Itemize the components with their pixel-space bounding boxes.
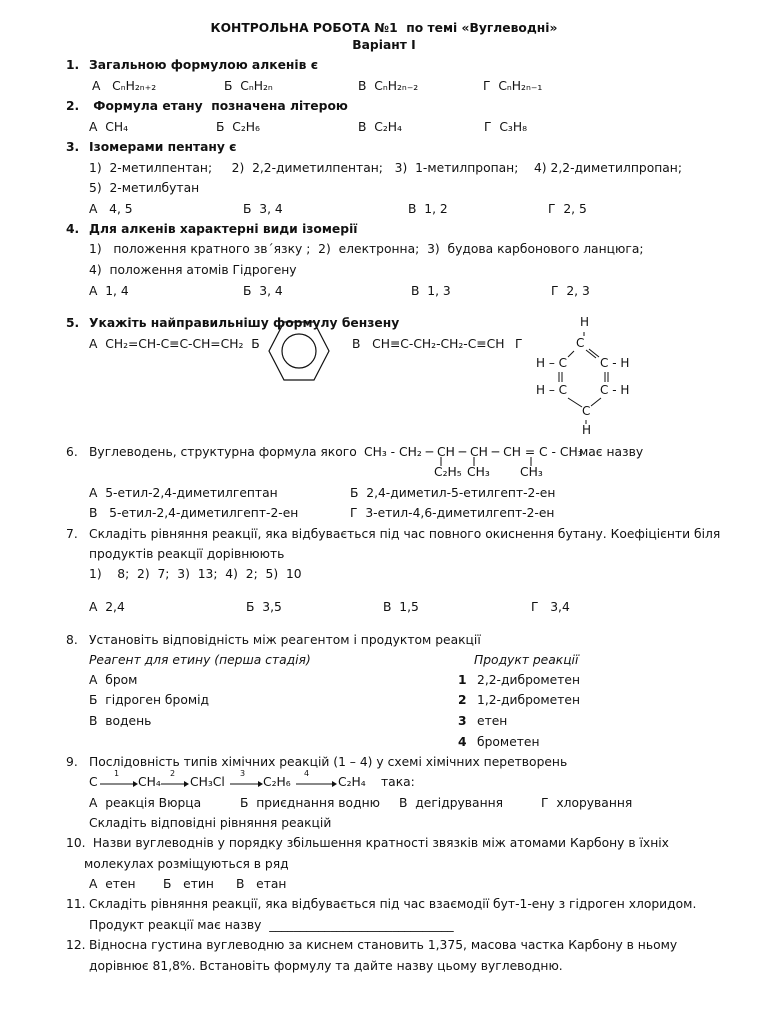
q6-text: Вуглеводень, структурна формула якого [89, 445, 357, 459]
q3-text: Ізомерами пентану є [89, 140, 237, 154]
q5-number: 5. [66, 316, 80, 330]
variant-label: Варіант І [352, 38, 416, 52]
kekule-c-top: C [576, 336, 585, 350]
q1-text: Загальною формулою алкенів є [89, 58, 318, 72]
q5-option-v: В CH≡C-CH₂-CH₂-C≡CH [352, 337, 505, 351]
q4-option-b: Б 3, 4 [243, 284, 283, 298]
q12-text-continued: дорівнює 81,8%. Встановіть формулу та дайте назву цьому вуглеводню. [89, 959, 563, 973]
q6-substituent-methyl-2: CH₃ [520, 465, 543, 479]
q2-option-v: В C₂H₄ [358, 120, 402, 134]
q9-number: 9. [66, 755, 78, 769]
q3-option-b: Б 3, 4 [243, 202, 283, 216]
q4-option-g: Г 2, 3 [551, 284, 590, 298]
q8-reagent-b: Б гідроген бромід [89, 693, 210, 707]
q11-text: Складіть рівняння реакції, яка відбувається під час взаємодії бут-1-ену з гідроген хлоридом. [89, 897, 697, 911]
q2-number: 2. [66, 99, 80, 113]
q2-option-b: Б C₂H₆ [216, 120, 260, 134]
q6-option-a: А 5-етил-2,4-диметилгептан [89, 486, 278, 500]
benzene-aromatic-circle [282, 334, 316, 368]
q1-number: 1. [66, 58, 80, 72]
q3-number: 3. [66, 140, 80, 154]
q3-list-line-2: 5) 2-метилбутан [89, 181, 200, 195]
q9-scheme-tail: така: [381, 775, 415, 789]
kekule-right-upper: C - H [600, 356, 630, 370]
q6-substituent-ethyl: C₂H₅ [434, 465, 462, 479]
q7-text: Складіть рівняння реакції, яка відбувається під час повного окиснення бутану. Коефіцієнти біля [89, 527, 721, 541]
q9-option-g: Г хлорування [541, 796, 633, 810]
q6-tail: має назву [579, 445, 644, 459]
kekule-c-bottom: C [582, 404, 591, 418]
q8-left-heading: Реагент для етину (перша стадія) [89, 653, 311, 667]
q8-reagent-v: В водень [89, 714, 152, 728]
q8-product-num-1: 1 [458, 673, 467, 687]
q9-option-v: В дегідрування [399, 796, 504, 810]
q4-list-line-1: 1) положення кратного зв´язку ; 2) електронна; 3) будова карбонового ланцюга; [89, 242, 644, 256]
q8-product-num-2: 2 [458, 693, 467, 707]
q9-option-a: А реакція Вюрца [89, 796, 202, 810]
q6-formula: CH₃ - CH₂ ─ CH ─ CH ─ CH = C - CH₃ [364, 445, 583, 459]
kekule-left-lower: H – C [536, 383, 568, 397]
benzene-hexagon [269, 322, 329, 380]
q2-option-a: А CH₄ [89, 120, 128, 134]
q9-product-4: C₂H₄ [338, 775, 366, 789]
q9-scheme-start: C [89, 775, 98, 789]
q8-right-heading: Продукт реакції [474, 653, 579, 667]
q9-product-1: CH₄ [138, 775, 161, 789]
q9-option-b: Б приєднання водню [240, 796, 380, 810]
q3-option-g: Г 2, 5 [548, 202, 587, 216]
q2-option-g: Г C₃H₈ [484, 120, 528, 134]
q5-text: Укажіть найправильнішу формулу бензену [89, 316, 400, 330]
q1-option-v: В CₙH₂ₙ₋₂ [358, 79, 419, 93]
q9-product-3: C₂H₆ [263, 775, 291, 789]
q9-text: Послідовність типів хімічних реакцій (1 – 4) у схемі хімічних перетворень [89, 755, 568, 769]
q8-number: 8. [66, 633, 78, 647]
q9-task: Складіть відповідні рівняння реакцій [89, 816, 332, 830]
kekule-bonds [530, 320, 640, 430]
q9-arrow-label-4: 4 [304, 769, 310, 778]
q4-option-v: В 1, 3 [411, 284, 451, 298]
q8-product-1: 2,2-диброметен [477, 673, 581, 687]
q7-option-v: В 1,5 [383, 600, 419, 614]
q9-arrow-label-2: 2 [170, 769, 176, 778]
q10-option-v: В етан [236, 877, 287, 891]
q11-number: 11. [66, 897, 86, 911]
q7-number: 7. [66, 527, 78, 541]
q8-product-num-3: 3 [458, 714, 467, 728]
q7-list: 1) 8; 2) 7; 3) 13; 4) 2; 5) 10 [89, 567, 302, 581]
q10-option-a: А етен [89, 877, 136, 891]
q3-list-line-1: 1) 2-метилпентан; 2) 2,2-диметилпентан; 3) 1-метилпропан; 4) 2,2-диметилпропан; [89, 161, 682, 175]
q10-option-b: Б етин [163, 877, 214, 891]
q6-option-g: Г 3-етил-4,6-диметилгепт-2-ен [350, 506, 555, 520]
q11-answer-line: Продукт реакції має назву ______________________________ [89, 918, 454, 932]
q6-option-b: Б 2,4-диметил-5-етилгепт-2-ен [350, 486, 556, 500]
q9-arrow-label-3: 3 [240, 769, 246, 778]
q10-number: 10. [66, 836, 86, 850]
q7-option-b: Б 3,5 [246, 600, 282, 614]
q8-text: Установіть відповідність між реагентом і продуктом реакції [89, 633, 481, 647]
q3-option-v: В 1, 2 [408, 202, 448, 216]
q9-product-2: CH₃Cl [190, 775, 225, 789]
kekule-left-upper: H – C [536, 356, 568, 370]
q8-product-3: етен [477, 714, 508, 728]
q7-option-g: Г 3,4 [531, 600, 570, 614]
q5-option-a: А CH₂=CH-C≡C-CH=CH₂ Б [89, 337, 260, 351]
q8-product-2: 1,2-диброметен [477, 693, 581, 707]
q10-text-continued: молекулах розміщуються в ряд [84, 857, 289, 871]
q7-option-a: А 2,4 [89, 600, 125, 614]
q8-product-num-4: 4 [458, 735, 467, 749]
kekule-h-top: H [580, 315, 590, 329]
q8-product-4: брометен [477, 735, 540, 749]
q4-number: 4. [66, 222, 80, 236]
benzene-ring-diagram [266, 319, 332, 383]
q12-number: 12. [66, 938, 86, 952]
q8-reagent-a: А бром [89, 673, 138, 687]
q1-option-g: Г CₙH₂ₙ₋₁ [483, 79, 543, 93]
kekule-h-bottom: H [582, 423, 592, 437]
kekule-right-lower: C - H [600, 383, 630, 397]
q7-text-continued: продуктів реакції дорівнюють [89, 547, 285, 561]
q6-number: 6. [66, 445, 78, 459]
q4-text: Для алкенів характерні види ізомерії [89, 222, 358, 236]
q1-option-a: А CₙH₂ₙ₊₂ [92, 79, 157, 93]
q6-substituent-methyl-1: CH₃ [467, 465, 490, 479]
q5-option-g: Г [515, 337, 523, 351]
q9-arrow-label-1: 1 [114, 769, 120, 778]
q10-text: Назви вуглеводнів у порядку збільшення кратності звязків між атомами Карбону в їхніх [89, 836, 669, 850]
q6-option-v: В 5-етил-2,4-диметилгепт-2-ен [89, 506, 299, 520]
q1-option-b: Б CₙH₂ₙ [224, 79, 273, 93]
q4-list-line-2: 4) положення атомів Гідрогену [89, 263, 297, 277]
page-title: КОНТРОЛЬНА РОБОТА №1 по темі «Вуглеводні» [210, 21, 558, 35]
q3-option-a: А 4, 5 [89, 202, 133, 216]
q2-text: Формула етану позначена літерою [89, 99, 348, 113]
q4-option-a: А 1, 4 [89, 284, 129, 298]
q12-text: Відносна густина вуглеводню за киснем становить 1,375, масова частка Карбону в ньому [89, 938, 678, 952]
